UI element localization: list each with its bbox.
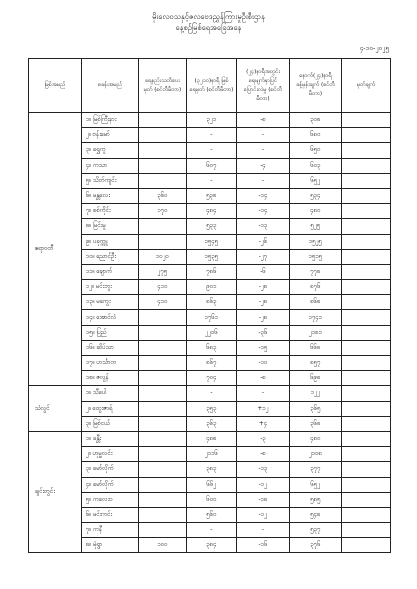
table-row bbox=[29, 295, 391, 310]
level-cell: ၂၁၁၆ bbox=[187, 447, 237, 462]
table-row bbox=[29, 431, 391, 446]
report-title: နေ့စဉ်မြစ်ရေအခြေအနေ bbox=[175, 23, 242, 32]
change-cell: -၁၄ bbox=[237, 188, 290, 203]
agency-title: မိုးလေဝသနှင့်ဇလဗေဒညွှန်ကြားမှုဦးစီးဌာန bbox=[152, 12, 265, 21]
low-warning-cell bbox=[139, 416, 187, 431]
change-cell: +၁၂ bbox=[237, 401, 290, 416]
col-header-low-warning: ရေနည်းသတိပေးမှတ် (စင်တီမီတာ) bbox=[139, 59, 187, 113]
low-warning-cell bbox=[139, 173, 187, 188]
remarks-cell bbox=[342, 507, 391, 522]
change-cell: +၄ bbox=[237, 416, 290, 431]
level-cell: ၅၃၃ bbox=[187, 219, 237, 234]
forecast-cell: ၆၅၂ bbox=[290, 477, 342, 492]
station-cell: ၁၀။ ညောင်ဦး bbox=[82, 249, 139, 264]
level-cell: ၂၂၀၆ bbox=[187, 325, 237, 340]
change-cell: -၁၂ bbox=[237, 507, 290, 522]
station-cell: ၃။ မြစ်ငယ် bbox=[82, 416, 139, 431]
table-row bbox=[29, 325, 391, 340]
table-row bbox=[29, 264, 391, 279]
remarks-cell bbox=[342, 492, 391, 507]
table-row bbox=[29, 538, 391, 553]
level-cell: - bbox=[187, 523, 237, 538]
table-row bbox=[29, 113, 391, 128]
forecast-cell: ၆၆၈ bbox=[290, 340, 342, 355]
remarks-cell bbox=[342, 416, 391, 431]
low-warning-cell: ၄၁၀ bbox=[139, 280, 187, 295]
forecast-cell: ၃၀၈ bbox=[290, 113, 342, 128]
level-cell: ၆၆၂ bbox=[187, 477, 237, 492]
change-cell: -၁၃ bbox=[237, 219, 290, 234]
low-warning-cell bbox=[139, 523, 187, 538]
level-cell: ၇၀၄ bbox=[187, 371, 237, 386]
station-cell: ၁။ သီပေါ bbox=[82, 386, 139, 401]
station-cell: ၁၆။ ဆိပ်သာ bbox=[82, 340, 139, 355]
change-cell: - bbox=[237, 143, 290, 158]
change-cell: - bbox=[237, 173, 290, 188]
table-row bbox=[29, 462, 391, 477]
forecast-cell: ၅၄၈ bbox=[290, 507, 342, 522]
change-cell: -၈ bbox=[237, 113, 290, 128]
station-cell: ၁၁။ ချောက် bbox=[82, 264, 139, 279]
remarks-cell bbox=[342, 219, 391, 234]
forecast-cell: ၅၂၅ bbox=[290, 219, 342, 234]
table-row bbox=[29, 492, 391, 507]
river-name-cell: ဧရာဝတီ bbox=[29, 113, 82, 386]
forecast-cell: ၈၇၆ bbox=[290, 280, 342, 295]
remarks-cell bbox=[342, 386, 391, 401]
table-row bbox=[29, 158, 391, 173]
river-name-cell: ချင်းတွင်း bbox=[29, 431, 82, 553]
forecast-cell: ၅၃၇ bbox=[290, 523, 342, 538]
low-warning-cell bbox=[139, 462, 187, 477]
table-row bbox=[29, 416, 391, 431]
table-row bbox=[29, 386, 391, 401]
low-warning-cell: ၃၆၀ bbox=[139, 188, 187, 203]
col-header-level: (၃၂၁၀)နာရီ မြစ်ရေမှတ် (စင်တီမီတာ) bbox=[187, 59, 237, 113]
level-cell: ၆၀၀ bbox=[187, 492, 237, 507]
low-warning-cell bbox=[139, 431, 187, 446]
remarks-cell bbox=[342, 356, 391, 371]
table-row bbox=[29, 447, 391, 462]
low-warning-cell bbox=[139, 401, 187, 416]
remarks-cell bbox=[342, 128, 391, 143]
level-cell: ၆၈၃ bbox=[187, 340, 237, 355]
change-cell: -၈ bbox=[237, 371, 290, 386]
forecast-cell: ၄၈၀ bbox=[290, 431, 342, 446]
change-cell: -၂၇ bbox=[237, 249, 290, 264]
change-cell: - bbox=[237, 523, 290, 538]
remarks-cell bbox=[342, 371, 391, 386]
remarks-cell bbox=[342, 280, 391, 295]
low-warning-cell bbox=[139, 234, 187, 249]
low-warning-cell: ၄၁၀ bbox=[139, 295, 187, 310]
station-cell: ၁၅။ ပြည် bbox=[82, 325, 139, 340]
remarks-cell bbox=[342, 264, 391, 279]
remarks-cell bbox=[342, 477, 391, 492]
table-row bbox=[29, 280, 391, 295]
table-row bbox=[29, 219, 391, 234]
level-cell: ၈၆၃ bbox=[187, 295, 237, 310]
change-cell: -၃၆ bbox=[237, 325, 290, 340]
table-row bbox=[29, 204, 391, 219]
level-cell: ၄၈၈ bbox=[187, 431, 237, 446]
level-cell: ၃၅၃ bbox=[187, 401, 237, 416]
level-cell: ၈၆၇ bbox=[187, 356, 237, 371]
change-cell: - bbox=[237, 128, 290, 143]
table-row bbox=[29, 143, 391, 158]
forecast-cell: ၅၈၅ bbox=[290, 492, 342, 507]
level-cell: ၁၇၆၁ bbox=[187, 310, 237, 325]
remarks-cell bbox=[342, 523, 391, 538]
low-warning-cell bbox=[139, 386, 187, 401]
change-cell: -၂၈ bbox=[237, 280, 290, 295]
low-warning-cell bbox=[139, 113, 187, 128]
forecast-cell: ၆၉၈ bbox=[290, 371, 342, 386]
low-warning-cell: ၁၀၀ bbox=[139, 538, 187, 553]
station-cell: ၆။ မင်းကင်း bbox=[82, 507, 139, 522]
remarks-cell bbox=[342, 447, 391, 462]
col-header-change: (၂၄)နာရီအတွင်း ရေမျက်နှာပြင် ပြောင်းလဲမှု (စင်တီမီတာ) bbox=[237, 59, 290, 113]
remarks-cell bbox=[342, 188, 391, 203]
level-cell: ၃၈၃ bbox=[187, 462, 237, 477]
change-cell: -၁၅ bbox=[237, 340, 290, 355]
level-cell: - bbox=[187, 173, 237, 188]
station-cell: ၁၄။ အောင်လံ bbox=[82, 310, 139, 325]
table-row bbox=[29, 128, 391, 143]
table-row bbox=[29, 356, 391, 371]
level-cell: ၆၀၇ bbox=[187, 158, 237, 173]
station-cell: ၇။ စစ်ကိုင်း bbox=[82, 204, 139, 219]
station-cell: ၈။ မြင်းမူ bbox=[82, 219, 139, 234]
col-header-remarks: မှတ်ချက် bbox=[342, 59, 391, 113]
change-cell: -၂၈ bbox=[237, 295, 290, 310]
forecast-cell: ၇၇၈ bbox=[290, 264, 342, 279]
level-cell: - bbox=[187, 386, 237, 401]
low-warning-cell: ၁၇၀ bbox=[139, 204, 187, 219]
remarks-cell bbox=[342, 204, 391, 219]
table-row bbox=[29, 234, 391, 249]
forecast-cell: ၁၅၂၅ bbox=[290, 234, 342, 249]
low-warning-cell bbox=[139, 477, 187, 492]
remarks-cell bbox=[342, 143, 391, 158]
remarks-cell bbox=[342, 340, 391, 355]
change-cell: -၁၈ bbox=[237, 492, 290, 507]
change-cell: -၁၄ bbox=[237, 204, 290, 219]
table-row bbox=[29, 173, 391, 188]
level-cell: ၃၂၁ bbox=[187, 113, 237, 128]
low-warning-cell bbox=[139, 356, 187, 371]
table-row bbox=[29, 371, 391, 386]
table-row bbox=[29, 249, 391, 264]
station-cell: ၁။ ခန္တီး bbox=[82, 431, 139, 446]
remarks-cell bbox=[342, 325, 391, 340]
remarks-cell bbox=[342, 173, 391, 188]
forecast-cell: ၃၇၆ bbox=[290, 538, 342, 553]
station-cell: ၃။ မော်လိုက် bbox=[82, 462, 139, 477]
station-cell: ၂။ ဟုမ္မလင်း bbox=[82, 447, 139, 462]
remarks-cell bbox=[342, 431, 391, 446]
table-row bbox=[29, 507, 391, 522]
remarks-cell bbox=[342, 158, 391, 173]
station-cell: ၄။ မော်လိုက် bbox=[82, 477, 139, 492]
level-cell: - bbox=[187, 128, 237, 143]
change-cell: -၈ bbox=[237, 447, 290, 462]
table-row bbox=[29, 188, 391, 203]
low-warning-cell bbox=[139, 507, 187, 522]
level-cell: ၅၆၀ bbox=[187, 507, 237, 522]
low-warning-cell: ၂၇၅ bbox=[139, 264, 187, 279]
station-cell: ၁၃။ မကွေး bbox=[82, 295, 139, 310]
forecast-cell: ၃၆၅ bbox=[290, 401, 342, 416]
change-cell: -၁၂ bbox=[237, 477, 290, 492]
level-cell: ၅၃၈ bbox=[187, 188, 237, 203]
forecast-cell: ၈၆၈ bbox=[290, 295, 342, 310]
station-cell: ၃။ ရွှေကူ bbox=[82, 143, 139, 158]
low-warning-cell bbox=[139, 128, 187, 143]
forecast-cell: ၆၅၂ bbox=[290, 173, 342, 188]
station-cell: ၇။ ကနီ bbox=[82, 523, 139, 538]
remarks-cell bbox=[342, 249, 391, 264]
low-warning-cell bbox=[139, 219, 187, 234]
table-row bbox=[29, 340, 391, 355]
station-cell: ၁၈။ ဇလွန် bbox=[82, 371, 139, 386]
col-header-station: စခန်းအမည် bbox=[82, 59, 139, 113]
change-cell: -၂၈ bbox=[237, 310, 290, 325]
station-cell: ၁၇။ ဟင်္သာတ bbox=[82, 356, 139, 371]
forecast-cell: ၂၁၈၁ bbox=[290, 325, 342, 340]
table-row bbox=[29, 477, 391, 492]
change-cell: - bbox=[237, 386, 290, 401]
low-warning-cell bbox=[139, 340, 187, 355]
change-cell: -၂၆ bbox=[237, 234, 290, 249]
low-warning-cell bbox=[139, 447, 187, 462]
station-cell: ၉။ ပခုက္ကူ bbox=[82, 234, 139, 249]
level-cell: ၁၅၃၅ bbox=[187, 249, 237, 264]
forecast-cell: ၅၃၄ bbox=[290, 188, 342, 203]
station-cell: ၅။ ကလေးဝ bbox=[82, 492, 139, 507]
remarks-cell bbox=[342, 295, 391, 310]
station-cell: ၁၂။ မင်းဘူး bbox=[82, 280, 139, 295]
low-warning-cell bbox=[139, 492, 187, 507]
level-cell: ၄၈၄ bbox=[187, 204, 237, 219]
table-row bbox=[29, 523, 391, 538]
forecast-cell: ၁၇၄၁ bbox=[290, 310, 342, 325]
change-cell: -၁၃ bbox=[237, 462, 290, 477]
change-cell: -၆ bbox=[237, 264, 290, 279]
station-cell: ၁။ မြစ်ကြီးနား bbox=[82, 113, 139, 128]
river-level-table bbox=[28, 58, 391, 553]
col-header-forecast: နောက်(၂၄)နာရီ ခန့်မှန်းချက် (စင်တီမီတာ) bbox=[290, 59, 342, 113]
low-warning-cell bbox=[139, 143, 187, 158]
river-name-cell: သံလွင် bbox=[29, 386, 82, 432]
remarks-cell bbox=[342, 234, 391, 249]
station-cell: ၄။ ကသာ bbox=[82, 158, 139, 173]
level-cell: - bbox=[187, 143, 237, 158]
remarks-cell bbox=[342, 462, 391, 477]
forecast-cell: ၃၇၇ bbox=[290, 462, 342, 477]
forecast-cell: ၂၁၀၈ bbox=[290, 447, 342, 462]
remarks-cell bbox=[342, 310, 391, 325]
forecast-cell: ၃၆၈ bbox=[290, 416, 342, 431]
table-body bbox=[29, 113, 391, 553]
forecast-cell: ၆၅၀ bbox=[290, 143, 342, 158]
station-cell: ၆။ မန္တလေး bbox=[82, 188, 139, 203]
level-cell: ၇၈၆ bbox=[187, 264, 237, 279]
forecast-cell: ၁၅၁၅ bbox=[290, 249, 342, 264]
forecast-cell: ၆၀၃ bbox=[290, 158, 342, 173]
station-cell: ၂။ ဗန်းမော် bbox=[82, 128, 139, 143]
report-date: ၄-၁၀-၂၀၂၅ bbox=[359, 44, 389, 52]
station-cell: ၈။ မုံရွာ bbox=[82, 538, 139, 553]
level-cell: ၁၅၄၅ bbox=[187, 234, 237, 249]
level-cell: ၃၆၃ bbox=[187, 416, 237, 431]
level-cell: ၉၀၁ bbox=[187, 280, 237, 295]
remarks-cell bbox=[342, 113, 391, 128]
forecast-cell: ၈၅၇ bbox=[290, 356, 342, 371]
low-warning-cell: ၁၀၂၀ bbox=[139, 249, 187, 264]
low-warning-cell bbox=[139, 310, 187, 325]
table-row bbox=[29, 401, 391, 416]
station-cell: ၅။ သိတ်ကျင်း bbox=[82, 173, 139, 188]
station-cell: ၂။ ထွေးဇာရ် bbox=[82, 401, 139, 416]
forecast-cell: ၆၈၀ bbox=[290, 128, 342, 143]
change-cell: -၃ bbox=[237, 431, 290, 446]
table-row bbox=[29, 310, 391, 325]
remarks-cell bbox=[342, 401, 391, 416]
level-cell: ၃၈၄ bbox=[187, 538, 237, 553]
remarks-cell bbox=[342, 538, 391, 553]
change-cell: -၄ bbox=[237, 158, 290, 173]
col-header-river: မြစ်အမည် bbox=[29, 59, 82, 113]
forecast-cell: ၄၈၀ bbox=[290, 204, 342, 219]
change-cell: -၁၀ bbox=[237, 356, 290, 371]
low-warning-cell bbox=[139, 371, 187, 386]
table-header-row bbox=[29, 59, 391, 113]
forecast-cell: ၁၂၂ bbox=[290, 386, 342, 401]
low-warning-cell bbox=[139, 158, 187, 173]
low-warning-cell bbox=[139, 325, 187, 340]
change-cell: -၁၆ bbox=[237, 538, 290, 553]
